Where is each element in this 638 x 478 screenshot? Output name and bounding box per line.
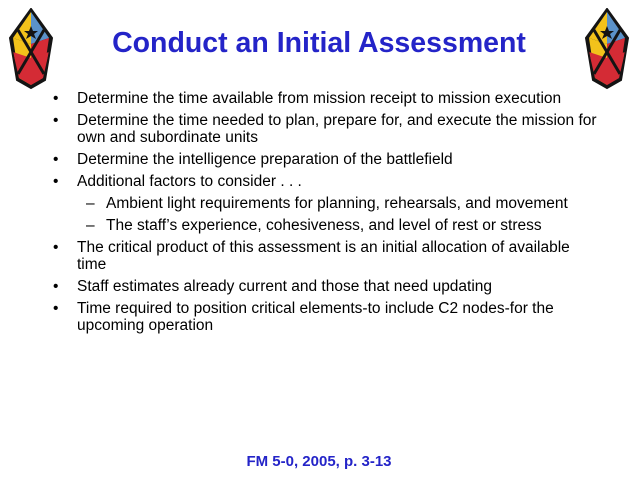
- bullet-text: Determine the time needed to plan, prepare for, and execute the mission for own and subordinate units: [77, 112, 597, 146]
- bullet-text: Determine the time available from mission receipt to mission execution: [77, 90, 562, 107]
- sub-bullet-item: [0, 217, 638, 234]
- bullet-text: The critical product of this assessment is an initial allocation of available time: [77, 239, 570, 273]
- sub-bullet-marker: –: [86, 217, 95, 234]
- bullet-item: [0, 239, 638, 273]
- army-insignia-shield-icon: [584, 8, 630, 90]
- bullet-marker: •: [53, 239, 59, 256]
- bullet-text: Staff estimates already current and those that need updating: [77, 278, 493, 295]
- sub-bullet-text: The staff’s experience, cohesiveness, and level of rest or stress: [106, 217, 542, 234]
- bullet-item: [0, 278, 638, 295]
- bullet-marker: •: [53, 90, 59, 107]
- bullet-item: [0, 112, 638, 146]
- bullet-text: Additional factors to consider . . .: [77, 173, 302, 190]
- sub-bullet-item: [0, 195, 638, 212]
- army-insignia-shield-icon: [8, 8, 54, 90]
- bullet-text: Determine the intelligence preparation of the battlefield: [77, 151, 453, 168]
- sub-bullet-text: Ambient light requirements for planning, rehearsals, and movement: [106, 195, 568, 212]
- bullet-item: [0, 90, 638, 107]
- bullet-marker: •: [53, 278, 59, 295]
- source-citation: FM 5-0, 2005, p. 3-13: [246, 453, 392, 470]
- bullet-item: [0, 151, 638, 168]
- bullet-marker: •: [53, 112, 59, 129]
- slide-title: Conduct an Initial Assessment: [112, 27, 526, 59]
- bullet-text: Time required to position critical elements-to include C2 nodes-for the upcoming operation: [77, 300, 554, 334]
- sub-bullet-marker: –: [86, 195, 95, 212]
- bullet-item: [0, 300, 638, 334]
- bullet-marker: •: [53, 151, 59, 168]
- bullet-marker: •: [53, 300, 59, 317]
- bullet-item: [0, 173, 638, 190]
- bullet-marker: •: [53, 173, 59, 190]
- bullet-list: [0, 90, 638, 339]
